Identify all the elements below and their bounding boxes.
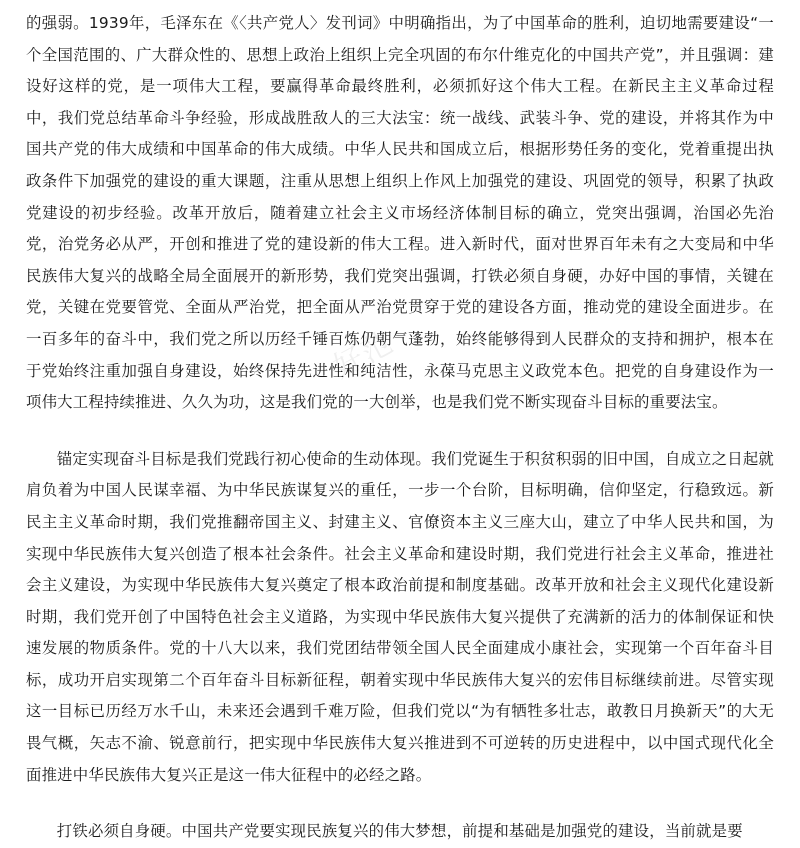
paragraph-1: 的强弱。1939年，毛泽东在《〈共产党人〉发刊词》中明确指出，为了中国革命的胜利，迫切地需要建设“一个全国范围的、广大群众性的、思想上政治上组织上完全巩固的布尔什维克化的中国共产党”，并且强调：建设好这样的党，是一项伟大工程，要赢得革命最终胜利，必须抓好这个伟大工程。在新民主主义革命过程中，我们党总结革命斗争经验，形成战胜敌人的三大法宝：统一战线、武装斗争、党的建设，并将其作为中国共产党的伟大成绩和中国革命的伟大成绩。中华人民共和国成立后，根据形势任务的变化，党着重提出执政条件下加强党的建设的重大课题，注重从思想上组织上作风上加强党的建设、巩固党的领导，积累了执政党建设的初步经验。改革开放后，随着建立社会主义市场经济体制目标的确立，党突出强调，治国必先治党，治党务必从严，开创和推进了党的建设新的伟大工程。进入新时代，面对世界百年未有之大变局和中华民族伟大复兴的战略全局全面展开的新形势，我们党突出强调，打铁必须自身硬，办好中国的事情，关键在党，关键在党要管党、全面从严治党，把全面从严治党贯穿于党的建设各方面，推动党的建设全面进步。在一百多年的奋斗中，我们党之所以历经千锤百炼仍朝气蓬勃，始终能够得到人民群众的支持和拥护，根本在于党始终注重加强自身建设，始终保持先进性和纯洁性，永葆马克思主义政党本色。把党的自身建设作为一项伟大工程持续推进、久久为功，这是我们党的一大创举，也是我们党不断实现奋斗目标的重要法宝。: [26, 14, 774, 412]
watermark-text: 好范: [327, 324, 401, 386]
document-body: [26, 8, 774, 848]
paragraph-2: 锚定实现奋斗目标是我们党践行初心使命的生动体现。我们党诞生于积贫积弱的旧中国，自成立之日起就肩负着为中国人民谋幸福、为中华民族谋复兴的重任，一步一个台阶，目标明确，信仰坚定，行稳致远。新民主主义革命时期，我们党推翻帝国主义、封建主义、官僚资本主义三座大山，建立了中华人民共和国，为实现中华民族伟大复兴创造了根本社会条件。社会主义革命和建设时期，我们党进行社会主义革命，推进社会主义建设，为实现中华民族伟大复兴奠定了根本政治前提和制度基础。改革开放和社会主义现代化建设新时期，我们党开创了中国特色社会主义道路，为实现中华民族伟大复兴提供了充满新的活力的体制保证和快速发展的物质条件。党的十八大以来，我们党团结带领全国人民全面建成小康社会，实现第一个百年奋斗目标，成功开启实现第二个百年奋斗目标新征程，朝着实现中华民族伟大复兴的宏伟目标继续前进。尽管实现这一目标已历经万水千山，未来还会遇到千难万险，但我们党以“为有牺牲多壮志，敢教日月换新天”的大无畏气概，矢志不渝、锐意前行，把实现中华民族伟大复兴推进到不可逆转的历史进程中，以中国式现代化全面推进中华民族伟大复兴正是这一伟大征程中的必经之路。: [26, 449, 774, 784]
paragraph-3: 打铁必须自身硬。中国共产党要实现民族复兴的伟大梦想，前提和基础是加强党的建设，当前就是要: [56, 822, 743, 841]
